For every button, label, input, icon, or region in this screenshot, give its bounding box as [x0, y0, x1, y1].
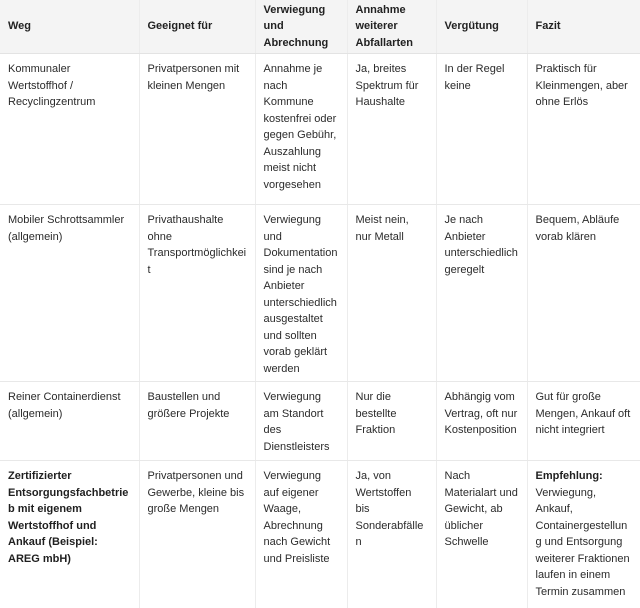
table-cell: Abhängig vom Vertrag, oft nur Kostenposition [436, 382, 527, 461]
table-row [0, 205, 640, 382]
table-cell: Verwiegung am Standort des Dienstleisters [255, 382, 347, 461]
header-fazit: Fazit [527, 0, 640, 54]
table-cell: Mobiler Schrottsammler (allgemein) [0, 205, 139, 382]
table-cell: Gut für große Mengen, Ankauf oft nicht integriert [527, 382, 640, 461]
table-header-row [0, 0, 640, 54]
header-annahme-weiterer-abfallarten: Annahme weiterer Abfallarten [347, 0, 436, 54]
table-cell: Nur die bestellte Fraktion [347, 382, 436, 461]
table-cell: Baustellen und größere Projekte [139, 382, 255, 461]
table-cell: Ja, von Wertstoffen bis Sonderabfällen [347, 461, 436, 608]
table-cell: Verwiegung auf eigener Waage, Abrechnung nach Gewicht und Preisliste [255, 461, 347, 608]
table-cell: Verwiegung und Dokumentation sind je nach Anbieter unterschiedlich ausgestaltet und sollten vorab geklärt werden [255, 205, 347, 382]
table-cell: Privatpersonen mit kleinen Mengen [139, 54, 255, 205]
table-cell: Privatpersonen und Gewerbe, kleine bis große Mengen [139, 461, 255, 608]
table-row [0, 54, 640, 205]
header-weg: Weg [0, 0, 139, 54]
table-cell: Je nach Anbieter unterschiedlich geregelt [436, 205, 527, 382]
table-cell: Zertifizierter Entsorgungsfachbetrieb mit eigenem Wertstoffhof und Ankauf (Beispiel: AREG mbH) [0, 461, 139, 608]
table-cell: Meist nein, nur Metall [347, 205, 436, 382]
table-cell: Bequem, Abläufe vorab klären [527, 205, 640, 382]
table-row [0, 382, 640, 461]
table-cell: Privathaushalte ohne Transportmöglichkeit [139, 205, 255, 382]
table-row-recommended [0, 461, 640, 608]
header-geeignet-fuer: Geeignet für [139, 0, 255, 54]
recommendation-label: Empfehlung: [536, 470, 603, 482]
table-cell: Kommunaler Wertstoffhof / Recyclingzentrum [0, 54, 139, 205]
table-cell: In der Regel keine [436, 54, 527, 205]
table-cell: Nach Materialart und Gewicht, ab üblicher Schwelle [436, 461, 527, 608]
header-verguetung: Vergütung [436, 0, 527, 54]
table-cell: Annahme je nach Kommune kostenfrei oder gegen Gebühr, Auszahlung meist nicht vorgesehen [255, 54, 347, 205]
table-cell [527, 461, 640, 608]
recommendation-text: Verwiegung, Ankauf, Containergestellung und Entsorgung weiterer Fraktionen laufen in einem Termin zusammen [536, 487, 630, 598]
table-cell: Praktisch für Kleinmengen, aber ohne Erlös [527, 54, 640, 205]
header-verwiegung-abrechnung: Verwiegung und Abrechnung [255, 0, 347, 54]
table-cell: Ja, breites Spektrum für Haushalte [347, 54, 436, 205]
table-cell: Reiner Containerdienst (allgemein) [0, 382, 139, 461]
